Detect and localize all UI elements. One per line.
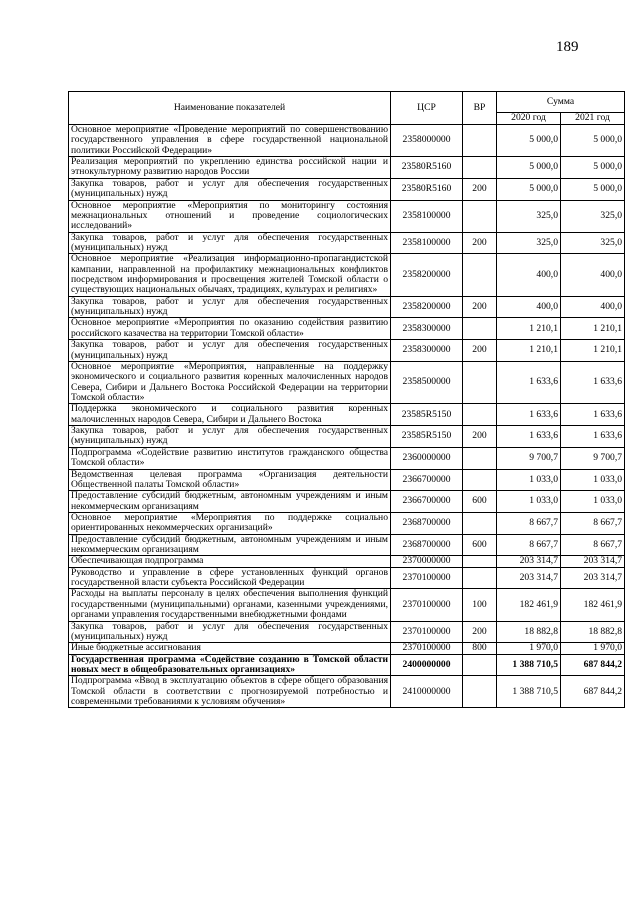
row-csr: 2360000000 [391,447,463,469]
row-vr: 200 [463,178,497,200]
row-value-2021: 1 033,0 [561,491,625,513]
row-value-2021: 687 844,2 [561,676,625,708]
table-row [69,404,625,426]
row-value-2020: 203 314,7 [497,556,561,567]
row-value-2020: 1 210,1 [497,318,561,340]
row-csr: 2370100000 [391,621,463,643]
row-vr [463,318,497,340]
row-value-2021: 8 667,7 [561,534,625,556]
row-value-2021: 400,0 [561,296,625,318]
row-vr [463,469,497,491]
row-vr: 200 [463,426,497,448]
row-name: Подпрограмма «Ввод в эксплуатацию объектов в сфере общего образования Томской области в соответствии с прогнозируемой потребностью и современными требованиями к условиям обучения» [69,676,391,708]
row-value-2020: 1 388 710,5 [497,654,561,676]
table-row [69,254,625,296]
row-name: Основное мероприятие «Реализация информационно-пропагандистской кампании, направленной на профилактику межнациональных конфликтов посредством информирования и просвещения жителей Томской области о существующих национальных обычаях, традициях, культурах и религиях» [69,254,391,296]
row-value-2021: 325,0 [561,232,625,254]
row-vr: 200 [463,340,497,362]
row-vr [463,447,497,469]
row-value-2020: 8 667,7 [497,512,561,534]
row-value-2021: 1 970,0 [561,643,625,654]
row-value-2020: 203 314,7 [497,567,561,589]
row-name: Закупка товаров, работ и услуг для обеспечения государственных (муниципальных) нужд [69,340,391,362]
table-row [69,232,625,254]
row-value-2020: 400,0 [497,254,561,296]
row-value-2021: 8 667,7 [561,512,625,534]
table-row [69,676,625,708]
row-value-2020: 5 000,0 [497,178,561,200]
row-csr: 2358500000 [391,361,463,403]
row-value-2020: 1 633,6 [497,361,561,403]
row-csr: 2370100000 [391,589,463,621]
row-vr [463,361,497,403]
row-vr [463,404,497,426]
table-row [69,534,625,556]
row-value-2021: 9 700,7 [561,447,625,469]
row-csr: 2358200000 [391,296,463,318]
row-name: Закупка товаров, работ и услуг для обеспечения государственных (муниципальных) нужд [69,426,391,448]
row-csr: 2370000000 [391,556,463,567]
row-value-2020: 1 633,6 [497,426,561,448]
table-row [69,157,625,179]
row-vr [463,556,497,567]
row-vr [463,157,497,179]
table-row [69,426,625,448]
row-value-2020: 182 461,9 [497,589,561,621]
row-value-2020: 400,0 [497,296,561,318]
table-row [69,318,625,340]
row-name: Основное мероприятие «Мероприятия по поддержке социально ориентированных некоммерческих организаций» [69,512,391,534]
row-vr [463,125,497,157]
row-name: Предоставление субсидий бюджетным, автономным учреждениям и иным некоммерческим организациям [69,491,391,513]
table-row [69,491,625,513]
header-sum: Сумма [497,92,625,113]
row-csr: 23585R5150 [391,426,463,448]
header-2020: 2020 год [497,113,561,125]
row-csr: 2368700000 [391,534,463,556]
row-name: Поддержка экономического и социального развития коренных малочисленных народов Севера, Сибири и Дальнего Востока [69,404,391,426]
row-vr [463,512,497,534]
row-csr: 2370100000 [391,643,463,654]
row-vr: 200 [463,621,497,643]
row-csr: 2366700000 [391,491,463,513]
row-name: Основное мероприятие «Мероприятия по оказанию содействия развитию российского казачества на территории Томской области» [69,318,391,340]
row-name: Основное мероприятие «Мероприятия, направленные на поддержку экономического и социального развития коренных малочисленных народов Севера, Сибири и Дальнего Востока Российской Федерации на территории Томской области» [69,361,391,403]
row-value-2020: 1 388 710,5 [497,676,561,708]
row-name: Закупка товаров, работ и услуг для обеспечения государственных (муниципальных) нужд [69,232,391,254]
row-name: Ведомственная целевая программа «Организация деятельности Общественной палаты Томской области» [69,469,391,491]
table-row [69,296,625,318]
row-value-2020: 9 700,7 [497,447,561,469]
row-csr: 2400000000 [391,654,463,676]
table-row [69,340,625,362]
row-name: Закупка товаров, работ и услуг для обеспечения государственных (муниципальных) нужд [69,178,391,200]
row-name: Реализация мероприятий по укреплению единства российской нации и этнокультурному развитию народов России [69,157,391,179]
row-name: Закупка товаров, работ и услуг для обеспечения государственных (муниципальных) нужд [69,621,391,643]
table-row [69,654,625,676]
row-vr [463,254,497,296]
row-value-2021: 5 000,0 [561,125,625,157]
table-row [69,200,625,232]
budget-table [68,91,625,708]
table-row [69,125,625,157]
row-name: Подпрограмма «Содействие развитию институтов гражданского общества Томской области» [69,447,391,469]
table-row [69,589,625,621]
row-vr: 100 [463,589,497,621]
row-csr: 2358300000 [391,318,463,340]
table-row [69,447,625,469]
table-row [69,643,625,654]
row-value-2021: 203 314,7 [561,567,625,589]
row-name: Расходы на выплаты персоналу в целях обеспечения выполнения функций государственными (муниципальными) органами, казенными учреждениями, органами управления государственными внебюджетными фондами [69,589,391,621]
row-value-2021: 1 633,6 [561,404,625,426]
row-csr: 23580R5160 [391,157,463,179]
row-value-2020: 18 882,8 [497,621,561,643]
row-value-2021: 1 033,0 [561,469,625,491]
row-vr: 600 [463,534,497,556]
table-row [69,361,625,403]
row-csr: 2358100000 [391,232,463,254]
row-value-2020: 5 000,0 [497,157,561,179]
row-csr: 2410000000 [391,676,463,708]
row-vr [463,676,497,708]
row-csr: 2358300000 [391,340,463,362]
row-csr: 23585R5150 [391,404,463,426]
row-value-2020: 1 970,0 [497,643,561,654]
row-name: Государственная программа «Содействие созданию в Томской области новых мест в общеобразовательных организациях» [69,654,391,676]
row-name: Основное мероприятие «Проведение мероприятий по совершенствованию государственного управления в сфере государственной национальной политики Российской Федерации» [69,125,391,157]
row-vr: 200 [463,232,497,254]
header-2021: 2021 год [561,113,625,125]
row-vr: 600 [463,491,497,513]
row-name: Иные бюджетные ассигнования [69,643,391,654]
row-name: Руководство и управление в сфере установленных функций органов государственной власти субъекта Российской Федерации [69,567,391,589]
row-value-2020: 1 210,1 [497,340,561,362]
row-name: Предоставление субсидий бюджетным, автономным учреждениям и иным некоммерческим организациям [69,534,391,556]
row-name: Обеспечивающая подпрограмма [69,556,391,567]
row-value-2021: 400,0 [561,254,625,296]
row-csr: 2366700000 [391,469,463,491]
row-value-2020: 8 667,7 [497,534,561,556]
row-value-2021: 1 633,6 [561,426,625,448]
row-value-2020: 1 033,0 [497,469,561,491]
row-value-2021: 182 461,9 [561,589,625,621]
row-vr [463,200,497,232]
row-value-2020: 325,0 [497,200,561,232]
row-value-2021: 1 633,6 [561,361,625,403]
row-value-2021: 203 314,7 [561,556,625,567]
table-row [69,621,625,643]
table-row [69,469,625,491]
row-value-2021: 5 000,0 [561,157,625,179]
header-vr: ВР [463,92,497,125]
row-name: Закупка товаров, работ и услуг для обеспечения государственных (муниципальных) нужд [69,296,391,318]
row-csr: 2368700000 [391,512,463,534]
row-value-2021: 18 882,8 [561,621,625,643]
row-csr: 2358100000 [391,200,463,232]
table-row [69,556,625,567]
row-value-2020: 5 000,0 [497,125,561,157]
row-value-2021: 5 000,0 [561,178,625,200]
row-csr: 23580R5160 [391,178,463,200]
row-value-2021: 687 844,2 [561,654,625,676]
table-row [69,567,625,589]
row-value-2021: 325,0 [561,200,625,232]
page-number: 189 [556,39,579,55]
row-csr: 2370100000 [391,567,463,589]
row-value-2020: 1 033,0 [497,491,561,513]
row-csr: 2358000000 [391,125,463,157]
table-body [69,125,625,708]
row-value-2020: 325,0 [497,232,561,254]
row-vr: 200 [463,296,497,318]
header-csr: ЦСР [391,92,463,125]
header-name: Наименование показателей [69,92,391,125]
row-vr: 800 [463,643,497,654]
row-name: Основное мероприятие «Мероприятия по мониторингу состояния межнациональных отношений и проведение социологических исследований» [69,200,391,232]
row-vr [463,654,497,676]
row-csr: 2358200000 [391,254,463,296]
table-row [69,512,625,534]
row-vr [463,567,497,589]
row-value-2021: 1 210,1 [561,340,625,362]
row-value-2020: 1 633,6 [497,404,561,426]
row-value-2021: 1 210,1 [561,318,625,340]
table-row [69,178,625,200]
